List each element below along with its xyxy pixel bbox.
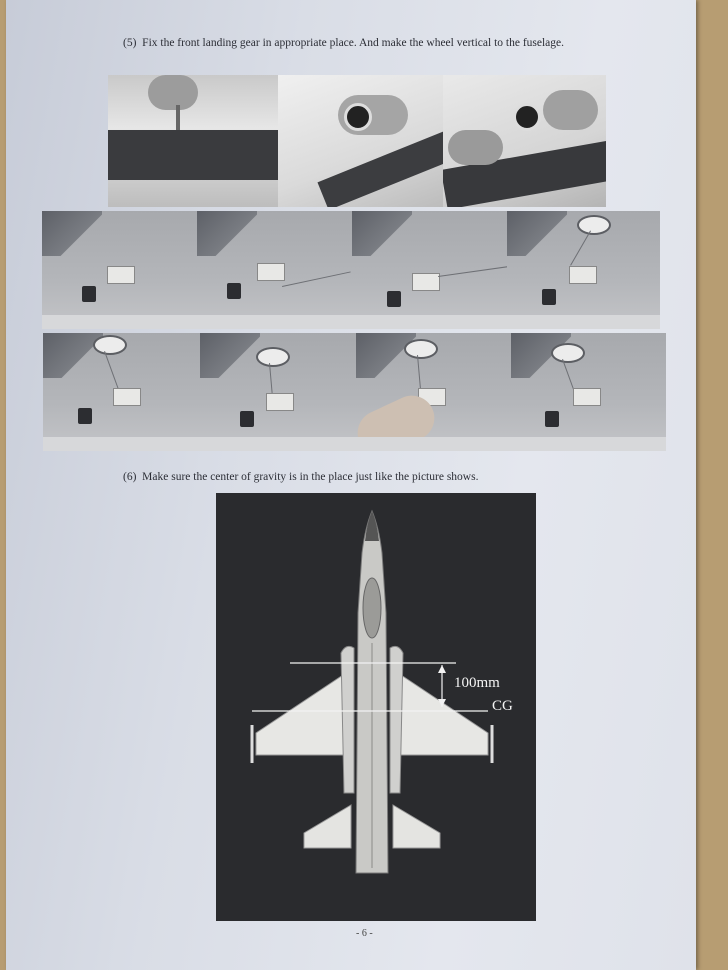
dimension-label: 100mm [454,675,500,691]
landing-gear-photo-strip [108,75,606,207]
photo-wheel-aligned [443,75,606,207]
center-of-gravity-photo [216,493,536,921]
steering-frame-1 [42,211,199,329]
step-6-number: (6) [123,471,137,483]
steering-frame-8 [511,333,666,451]
jet-top-view [216,493,536,921]
steering-frame-3 [352,211,509,329]
steering-frame-5 [43,333,202,451]
step-5-text [123,36,593,50]
page-number: - 6 - [356,928,373,939]
cg-label: CG [492,698,513,714]
steering-photo-strip-2 [43,333,666,451]
step-6-text [123,470,603,484]
photo-wheel-fitting [278,75,445,207]
steering-frame-6 [200,333,358,451]
steering-frame-7 [356,333,513,451]
step-6-instruction: Make sure the center of gravity is in the place just like the picture shows. [142,471,479,483]
steering-frame-4 [507,211,660,329]
steering-photo-strip-1 [42,211,660,329]
step-5-number: (5) [123,37,137,49]
step-5-instruction: Fix the front landing gear in appropriate place. And make the wheel vertical to the fuselage. [142,37,565,49]
photo-screw-install [108,75,280,207]
steering-frame-2 [197,211,354,329]
